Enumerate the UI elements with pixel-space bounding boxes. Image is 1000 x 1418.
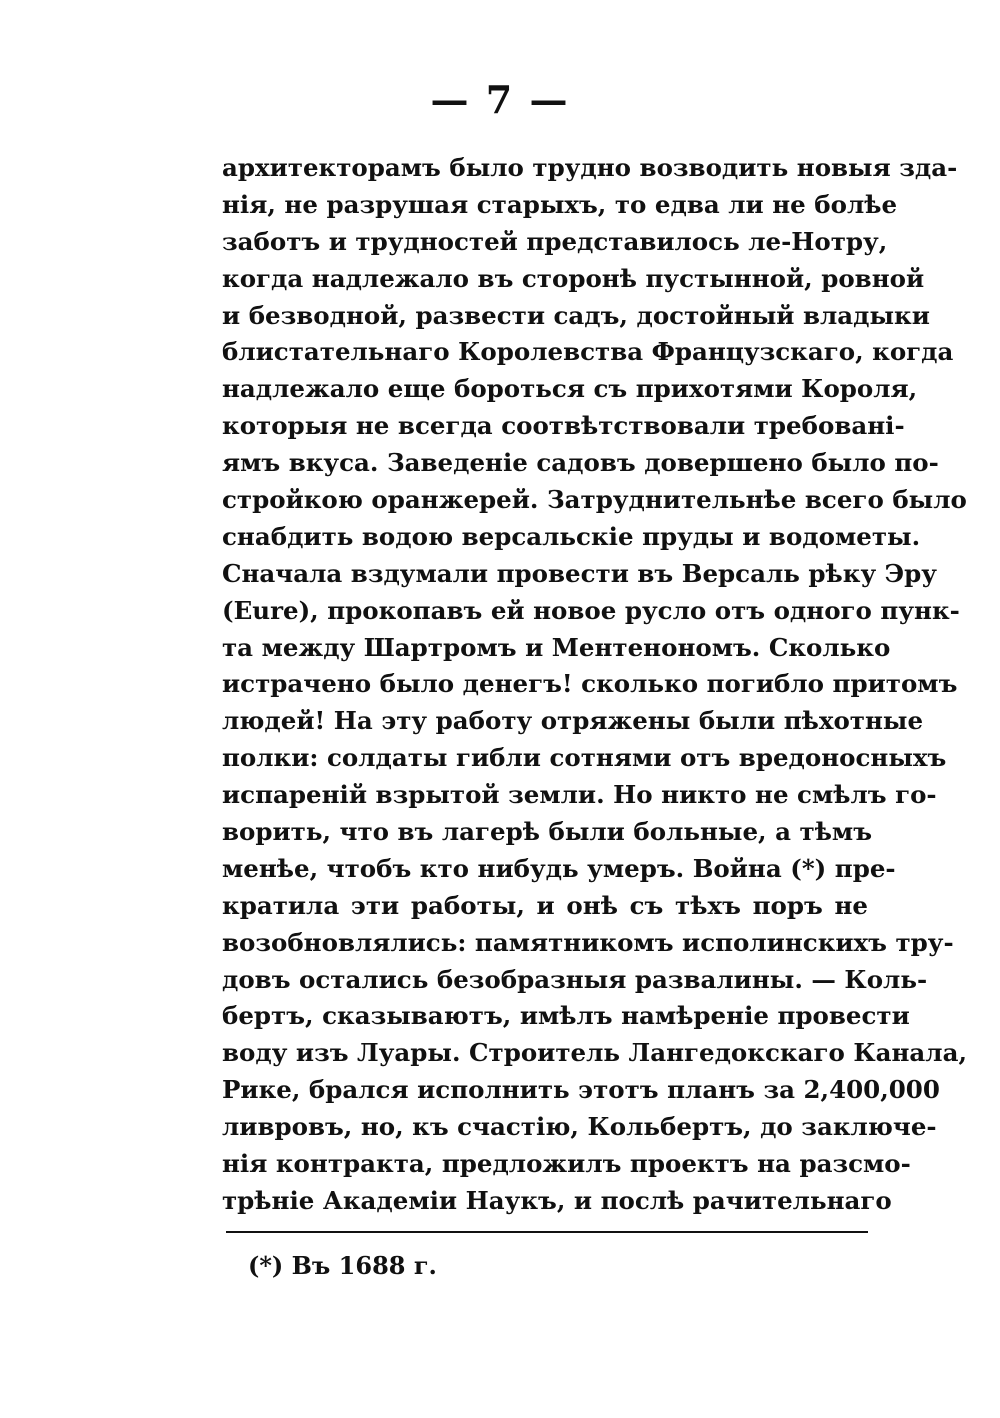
text-line: надлежало еще бороться съ прихотями Короля, (222, 374, 918, 404)
body-text (222, 150, 967, 1220)
text-line: истрачено было денегъ! сколько погибло притомъ (222, 669, 958, 699)
text-line: нія, не разрушая старыхъ, то едва ли не болѣе (222, 189, 898, 219)
text-line: довъ остались безобразныя развалины. — Коль- (222, 964, 928, 994)
text-line: снабдить водою версальскіе пруды и водометы. (222, 521, 921, 551)
text-line: Сначала вздумали провести въ Версаль рѣку Эру (222, 558, 937, 588)
text-line: бертъ, сказываютъ, имѣлъ намѣреніе провести (222, 1001, 910, 1031)
text-line: ямъ вкуса. Заведеніе садовъ довершено было по- (222, 448, 939, 478)
text-line: воду изъ Луары. Строитель Лангедокскаго Канала, (222, 1038, 967, 1068)
text-line: нія контракта, предложилъ проектъ на разсмо- (222, 1149, 911, 1179)
text-line: (Eure), прокопавъ ей новое русло отъ одного пунк- (222, 595, 960, 625)
text-line: полки: солдаты гибли сотнями отъ вредоносныхъ (222, 743, 947, 773)
footnote-divider (226, 1231, 868, 1233)
text-line: трѣніе Академіи Наукъ, и послѣ рачительнаго (222, 1185, 892, 1215)
text-line: которыя не всегда соотвѣтствовали требовані- (222, 411, 905, 441)
text-line: менѣе, чтобъ кто нибудь умеръ. Война (*) пре- (222, 853, 896, 883)
text-line: стройкою оранжерей. Затруднительнѣе всего было (222, 485, 967, 515)
text-line: кратила эти работы, и онѣ съ тѣхъ поръ не (222, 890, 868, 920)
footnote: (*) Въ 1688 г. (248, 1251, 437, 1280)
text-line: когда надлежало въ сторонѣ пустынной, ровной (222, 263, 925, 293)
text-line: людей! На эту работу отряжены были пѣхотные (222, 706, 924, 736)
text-line: Рике, брался исполнить этотъ планъ за 2,400,000 (222, 1075, 940, 1105)
text-line: та между Шартромъ и Ментенономъ. Сколько (222, 632, 891, 662)
text-line: ворить, что въ лагерѣ были больные, а тѣмъ (222, 817, 872, 847)
text-line: архитекторамъ было трудно возводить новыя зда- (222, 153, 958, 182)
text-line: возобновлялись: памятникомъ исполинскихъ тру- (222, 927, 954, 957)
text-line: заботъ и трудностей представилось ле-Нотру, (222, 226, 888, 256)
page-number: — 7 — (430, 77, 570, 122)
text-line: блистательнаго Королевства Французскаго, когда (222, 337, 954, 367)
text-line: ливровъ, но, къ счастію, Кольбертъ, до заключе- (222, 1112, 937, 1142)
text-line: и безводной, развести садъ, достойный владыки (222, 300, 930, 330)
text-line: испареній взрытой земли. Но никто не смѣлъ го- (222, 780, 937, 810)
